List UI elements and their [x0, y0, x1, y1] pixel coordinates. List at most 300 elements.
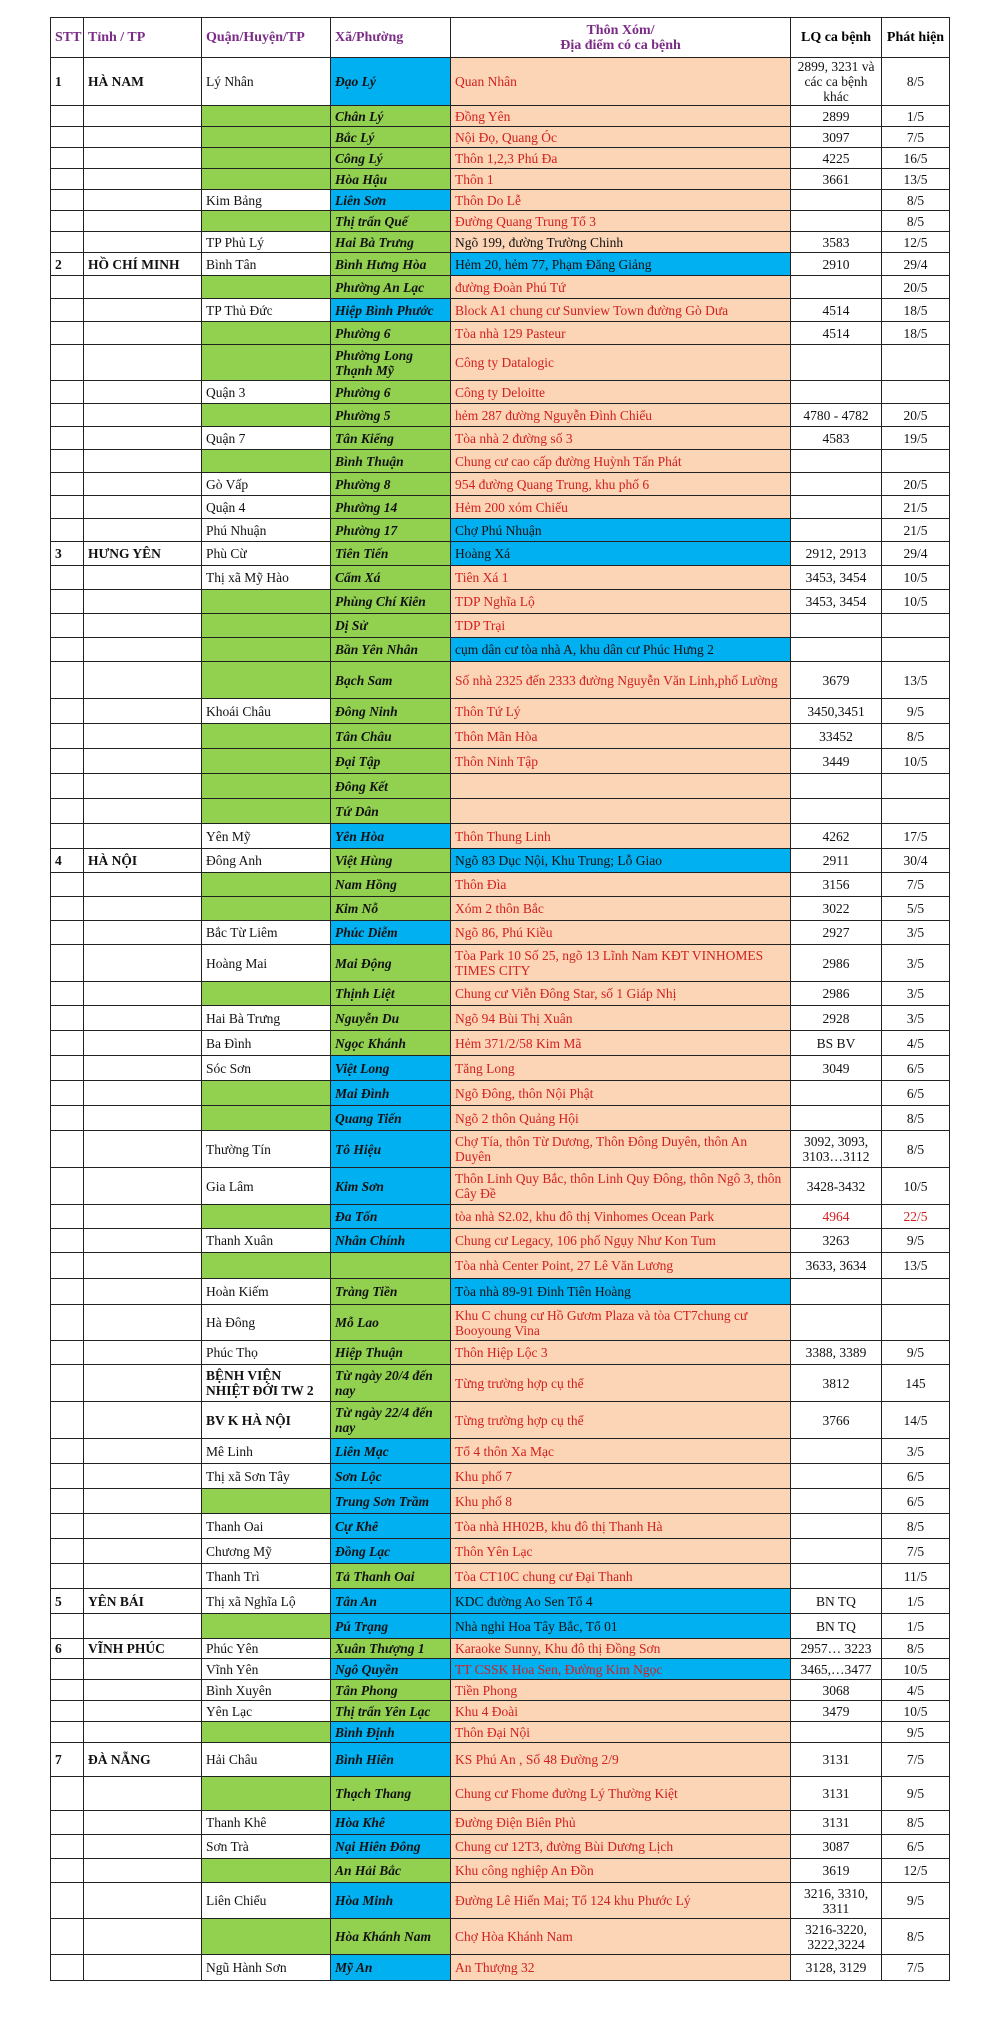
row-province: [84, 590, 202, 614]
row-stt: [51, 1439, 84, 1464]
row-lq: 3131: [791, 1811, 882, 1835]
row-ward: Phường 5: [331, 404, 451, 427]
row-lq: [791, 1464, 882, 1489]
row-address: Tổ 4 thôn Xa Mạc: [451, 1439, 791, 1464]
row-date: 6/5: [882, 1464, 950, 1489]
row-lq: 4780 - 4782: [791, 404, 882, 427]
row-stt: [51, 1919, 84, 1955]
row-ward: Phường 8: [331, 473, 451, 496]
row-province: [84, 1131, 202, 1168]
header-place: [451, 18, 791, 58]
row-stt: [51, 169, 84, 190]
row-date: 10/5: [882, 749, 950, 774]
row-date: 7/5: [882, 1539, 950, 1564]
row-district: Bình Tân: [202, 253, 331, 276]
row-lq: 4964: [791, 1205, 882, 1229]
row-address: Quan Nhân: [451, 58, 791, 106]
table-row: [51, 1006, 950, 1031]
row-province: [84, 1341, 202, 1365]
row-date: 9/5: [882, 1341, 950, 1365]
row-stt: [51, 1489, 84, 1514]
table-row: [51, 982, 950, 1006]
row-lq: BN TQ: [791, 1614, 882, 1639]
row-address: Thôn Linh Quy Bắc, thôn Linh Quy Đông, thôn Ngô 3, thôn Cây Đề: [451, 1168, 791, 1205]
row-date: 20/5: [882, 276, 950, 299]
row-ward: Thịnh Liệt: [331, 982, 451, 1006]
row-district: [202, 799, 331, 824]
table-row: [51, 473, 950, 496]
row-stt: [51, 1722, 84, 1743]
row-date: 10/5: [882, 1701, 950, 1722]
row-lq: [791, 211, 882, 232]
table-row: [51, 1811, 950, 1835]
table-row: [51, 1365, 950, 1402]
row-stt: [51, 1205, 84, 1229]
row-lq: BS BV: [791, 1031, 882, 1056]
row-province: [84, 148, 202, 169]
row-ward: Phường An Lạc: [331, 276, 451, 299]
row-ward: Tân Kiểng: [331, 427, 451, 450]
header-province: Tỉnh / TP: [84, 18, 202, 58]
row-ward: Nhân Chính: [331, 1229, 451, 1253]
row-district: Hoàn Kiếm: [202, 1279, 331, 1305]
row-ward: Tứ Dân: [331, 799, 451, 824]
row-province: [84, 473, 202, 496]
row-ward: Thị trấn Quế: [331, 211, 451, 232]
row-lq: [791, 1514, 882, 1539]
row-stt: [51, 1811, 84, 1835]
row-lq: [791, 496, 882, 519]
row-ward: Bắc Lý: [331, 127, 451, 148]
row-ward: Phúc Diễm: [331, 921, 451, 945]
row-address: Ngõ 2 thôn Quảng Hội: [451, 1106, 791, 1131]
row-province: HỒ CHÍ MINH: [84, 253, 202, 276]
row-ward: Hòa Khánh Nam: [331, 1919, 451, 1955]
row-lq: [791, 381, 882, 404]
table-row: [51, 749, 950, 774]
row-province: [84, 1777, 202, 1811]
row-date: 11/5: [882, 1564, 950, 1589]
row-stt: [51, 1464, 84, 1489]
row-stt: [51, 1056, 84, 1081]
row-district: [202, 1106, 331, 1131]
row-stt: [51, 1514, 84, 1539]
row-province: [84, 1365, 202, 1402]
row-stt: 7: [51, 1743, 84, 1777]
row-ward: An Hải Bắc: [331, 1859, 451, 1883]
row-district: [202, 590, 331, 614]
row-address: tòa nhà S2.02, khu đô thị Vinhomes Ocean Park: [451, 1205, 791, 1229]
row-address: Hẻm 371/2/58 Kim Mã: [451, 1031, 791, 1056]
row-province: [84, 982, 202, 1006]
row-lq: 3216, 3310, 3311: [791, 1883, 882, 1919]
header-district: Quận/Huyện/TP: [202, 18, 331, 58]
row-lq: [791, 614, 882, 638]
row-date: 1/5: [882, 1589, 950, 1614]
row-province: [84, 1253, 202, 1279]
row-address: Ngõ 199, đường Trường Chinh: [451, 232, 791, 253]
row-address: Chợ Hòa Khánh Nam: [451, 1919, 791, 1955]
row-district: [202, 1081, 331, 1106]
row-date: [882, 381, 950, 404]
row-lq: [791, 473, 882, 496]
row-ward: Bình Hiên: [331, 1743, 451, 1777]
row-address: TT CSSK Hoa Sen, Đường Kim Ngọc: [451, 1659, 791, 1680]
row-ward: Thị trấn Yên Lạc: [331, 1701, 451, 1722]
row-lq: 2899: [791, 106, 882, 127]
table-body: [51, 58, 950, 1981]
row-address: Tòa nhà 89-91 Đinh Tiên Hoàng: [451, 1279, 791, 1305]
row-ward: Dị Sử: [331, 614, 451, 638]
table-row: [51, 427, 950, 450]
row-address: hẻm 287 đường Nguyễn Đình Chiểu: [451, 404, 791, 427]
row-ward: Từ ngày 22/4 đến nay: [331, 1402, 451, 1439]
row-date: 5/5: [882, 897, 950, 921]
row-lq: 3428-3432: [791, 1168, 882, 1205]
row-province: [84, 232, 202, 253]
row-lq: 2912, 2913: [791, 542, 882, 566]
row-stt: [51, 662, 84, 699]
row-stt: [51, 232, 84, 253]
table-row: [51, 58, 950, 106]
row-lq: 2899, 3231 và các ca bệnh khác: [791, 58, 882, 106]
row-province: [84, 638, 202, 662]
row-stt: [51, 1777, 84, 1811]
header-date: Phát hiện: [882, 18, 950, 58]
row-district: Bắc Từ Liêm: [202, 921, 331, 945]
row-stt: [51, 1614, 84, 1639]
row-address: Số nhà 2325 đến 2333 đường Nguyễn Văn Linh,phố Lường: [451, 662, 791, 699]
row-district: [202, 127, 331, 148]
row-stt: [51, 1279, 84, 1305]
row-lq: [791, 1722, 882, 1743]
table-row: [51, 1539, 950, 1564]
header-row: [51, 18, 950, 58]
row-ward: Mỹ An: [331, 1955, 451, 1981]
row-address: Chung cư Viễn Đông Star, số 1 Giáp Nhị: [451, 982, 791, 1006]
row-district: [202, 148, 331, 169]
row-district: Thanh Trì: [202, 1564, 331, 1589]
row-ward: Quang Tiến: [331, 1106, 451, 1131]
table-row: [51, 873, 950, 897]
row-ward: Liên Mạc: [331, 1439, 451, 1464]
row-stt: [51, 299, 84, 322]
table-row: [51, 590, 950, 614]
table-row: [51, 1564, 950, 1589]
row-ward: Đồng Lạc: [331, 1539, 451, 1564]
row-date: 6/5: [882, 1081, 950, 1106]
row-address: Thôn Do Lễ: [451, 190, 791, 211]
row-lq: 4583: [791, 427, 882, 450]
row-lq: 3633, 3634: [791, 1253, 882, 1279]
row-stt: [51, 496, 84, 519]
row-stt: [51, 1168, 84, 1205]
row-date: 7/5: [882, 1743, 950, 1777]
row-date: 13/5: [882, 662, 950, 699]
row-date: [882, 774, 950, 799]
row-date: 13/5: [882, 1253, 950, 1279]
row-province: [84, 519, 202, 542]
row-ward: Kim Sơn: [331, 1168, 451, 1205]
row-date: 10/5: [882, 566, 950, 590]
row-province: [84, 496, 202, 519]
row-lq: 3131: [791, 1743, 882, 1777]
row-stt: [51, 404, 84, 427]
table-row: [51, 1168, 950, 1205]
row-address: KDC đường Ao Sen Tổ 4: [451, 1589, 791, 1614]
row-province: [84, 799, 202, 824]
row-date: 17/5: [882, 824, 950, 849]
row-lq: 4514: [791, 322, 882, 345]
row-lq: 4262: [791, 824, 882, 849]
row-district: Phú Nhuận: [202, 519, 331, 542]
table-row: [51, 1514, 950, 1539]
row-date: 3/5: [882, 921, 950, 945]
row-ward: Ngọc Khánh: [331, 1031, 451, 1056]
row-province: [84, 404, 202, 427]
row-stt: [51, 1883, 84, 1919]
table-row: [51, 211, 950, 232]
row-stt: [51, 1680, 84, 1701]
row-lq: 2957… 3223: [791, 1639, 882, 1659]
row-district: [202, 614, 331, 638]
row-lq: [791, 799, 882, 824]
row-address: Thôn Đìa: [451, 873, 791, 897]
row-lq: 4514: [791, 299, 882, 322]
row-address: Xóm 2 thôn Bắc: [451, 897, 791, 921]
table-row: [51, 724, 950, 749]
table-row: [51, 1680, 950, 1701]
row-ward: Công Lý: [331, 148, 451, 169]
row-address: Khu phố 7: [451, 1464, 791, 1489]
row-district: [202, 1489, 331, 1514]
row-lq: 2911: [791, 849, 882, 873]
row-ward: Ngô Quyền: [331, 1659, 451, 1680]
row-district: [202, 1253, 331, 1279]
row-province: ĐÀ NẴNG: [84, 1743, 202, 1777]
row-date: 7/5: [882, 1955, 950, 1981]
row-province: [84, 276, 202, 299]
row-stt: [51, 1341, 84, 1365]
row-district: Mê Linh: [202, 1439, 331, 1464]
row-address: Từng trường hợp cụ thể: [451, 1402, 791, 1439]
row-lq: [791, 450, 882, 473]
row-address: Công ty Deloitte: [451, 381, 791, 404]
row-province: HÀ NỘI: [84, 849, 202, 873]
row-stt: [51, 824, 84, 849]
row-date: 12/5: [882, 1859, 950, 1883]
row-district: Phù Cừ: [202, 542, 331, 566]
row-ward: Hòa Khê: [331, 1811, 451, 1835]
row-district: Hà Đông: [202, 1305, 331, 1341]
table-row: [51, 945, 950, 982]
table-row: [51, 1341, 950, 1365]
row-ward: Đạo Lý: [331, 58, 451, 106]
row-district: Thường Tín: [202, 1131, 331, 1168]
row-province: [84, 1659, 202, 1680]
row-district: Thanh Oai: [202, 1514, 331, 1539]
table-row: [51, 450, 950, 473]
row-stt: [51, 519, 84, 542]
row-stt: [51, 1402, 84, 1439]
row-ward: Tô Hiệu: [331, 1131, 451, 1168]
row-province: [84, 566, 202, 590]
row-district: Chương Mỹ: [202, 1539, 331, 1564]
row-date: [882, 614, 950, 638]
table-row: [51, 1205, 950, 1229]
row-lq: 33452: [791, 724, 882, 749]
table-row: [51, 345, 950, 381]
row-address: Hoàng Xá: [451, 542, 791, 566]
row-province: [84, 345, 202, 381]
row-date: [882, 638, 950, 662]
header-stt: STT: [51, 18, 84, 58]
row-province: [84, 190, 202, 211]
row-ward: Tân An: [331, 1589, 451, 1614]
row-ward: Cự Khê: [331, 1514, 451, 1539]
row-stt: [51, 1564, 84, 1589]
row-province: [84, 824, 202, 849]
row-ward: Sơn Lộc: [331, 1464, 451, 1489]
table-row: [51, 542, 950, 566]
row-date: 8/5: [882, 1514, 950, 1539]
row-lq: [791, 190, 882, 211]
row-ward: Đại Tập: [331, 749, 451, 774]
row-address: cụm dân cư tòa nhà A, khu dân cư Phúc Hưng 2: [451, 638, 791, 662]
row-date: 145: [882, 1365, 950, 1402]
table-row: [51, 1106, 950, 1131]
row-address: TDP Trại: [451, 614, 791, 638]
row-address: Ngõ Đông, thôn Nội Phật: [451, 1081, 791, 1106]
row-date: 9/5: [882, 699, 950, 724]
row-province: [84, 921, 202, 945]
row-address: [451, 774, 791, 799]
row-stt: [51, 614, 84, 638]
table-row: [51, 774, 950, 799]
row-date: 3/5: [882, 945, 950, 982]
row-stt: [51, 1106, 84, 1131]
table-row: [51, 127, 950, 148]
table-row: [51, 824, 950, 849]
row-lq: 3453, 3454: [791, 566, 882, 590]
row-address: Khu công nghiệp An Đồn: [451, 1859, 791, 1883]
table-row: [51, 1279, 950, 1305]
row-district: Thanh Xuân: [202, 1229, 331, 1253]
row-date: 8/5: [882, 1919, 950, 1955]
row-ward: Phường 17: [331, 519, 451, 542]
row-address: Tòa CT10C chung cư Đại Thanh: [451, 1564, 791, 1589]
row-stt: [51, 1131, 84, 1168]
row-address: Khu 4 Đoài: [451, 1701, 791, 1722]
row-district: Quận 4: [202, 496, 331, 519]
row-district: Đông Anh: [202, 849, 331, 873]
table-row: [51, 381, 950, 404]
row-province: [84, 427, 202, 450]
row-ward: Nguyễn Du: [331, 1006, 451, 1031]
row-district: Sơn Trà: [202, 1835, 331, 1859]
row-district: Hải Châu: [202, 1743, 331, 1777]
row-lq: 3619: [791, 1859, 882, 1883]
row-district: Hoàng Mai: [202, 945, 331, 982]
row-address: đường Đoàn Phú Tứ: [451, 276, 791, 299]
row-lq: 3068: [791, 1680, 882, 1701]
row-province: [84, 1464, 202, 1489]
row-province: VĨNH PHÚC: [84, 1639, 202, 1659]
row-address: KS Phú An , Số 48 Đường 2/9: [451, 1743, 791, 1777]
row-province: [84, 1514, 202, 1539]
table-row: [51, 148, 950, 169]
row-province: [84, 1031, 202, 1056]
row-district: Thị xã Nghĩa Lộ: [202, 1589, 331, 1614]
row-province: [84, 1489, 202, 1514]
row-stt: [51, 1659, 84, 1680]
row-lq: 3388, 3389: [791, 1341, 882, 1365]
row-address: Hẻm 20, hẻm 77, Phạm Đăng Giảng: [451, 253, 791, 276]
row-address: Ngõ 94 Bùi Thị Xuân: [451, 1006, 791, 1031]
row-province: [84, 322, 202, 345]
row-date: 7/5: [882, 873, 950, 897]
row-ward: Tân Châu: [331, 724, 451, 749]
row-ward: Hai Bà Trưng: [331, 232, 451, 253]
row-stt: [51, 1253, 84, 1279]
row-stt: [51, 1835, 84, 1859]
row-lq: 3449: [791, 749, 882, 774]
row-lq: [791, 1106, 882, 1131]
row-date: 8/5: [882, 1106, 950, 1131]
header-ward: Xã/Phường: [331, 18, 451, 58]
row-province: [84, 1859, 202, 1883]
row-province: [84, 1305, 202, 1341]
row-province: [84, 1279, 202, 1305]
row-ward: Đông Kết: [331, 774, 451, 799]
row-lq: 3453, 3454: [791, 590, 882, 614]
row-date: 13/5: [882, 169, 950, 190]
row-ward: [331, 1253, 451, 1279]
row-stt: 1: [51, 58, 84, 106]
table-row: [51, 1464, 950, 1489]
table-row: [51, 799, 950, 824]
row-lq: 2986: [791, 945, 882, 982]
table-row: [51, 1859, 950, 1883]
table-row: [51, 299, 950, 322]
row-lq: 2927: [791, 921, 882, 945]
row-date: 9/5: [882, 1777, 950, 1811]
row-stt: [51, 749, 84, 774]
row-province: [84, 774, 202, 799]
row-province: [84, 662, 202, 699]
row-lq: 3812: [791, 1365, 882, 1402]
row-ward: Mai Động: [331, 945, 451, 982]
header-place-line2: Địa điểm có ca bệnh: [560, 37, 681, 53]
row-date: 18/5: [882, 322, 950, 345]
row-stt: [51, 1081, 84, 1106]
row-address: Tiên Xá 1: [451, 566, 791, 590]
row-address: Chung cư 12T3, đường Bùi Dương Lịch: [451, 1835, 791, 1859]
table-row: [51, 404, 950, 427]
row-province: [84, 1955, 202, 1981]
row-stt: [51, 799, 84, 824]
row-lq: 3465,…3477: [791, 1659, 882, 1680]
row-district: Khoái Châu: [202, 699, 331, 724]
row-address: Nội Đọ, Quang Óc: [451, 127, 791, 148]
row-lq: 3479: [791, 1701, 882, 1722]
row-district: Vĩnh Yên: [202, 1659, 331, 1680]
row-lq: 3766: [791, 1402, 882, 1439]
table-row: [51, 1614, 950, 1639]
row-province: [84, 724, 202, 749]
row-address: Thôn Ninh Tập: [451, 749, 791, 774]
row-date: 7/5: [882, 127, 950, 148]
